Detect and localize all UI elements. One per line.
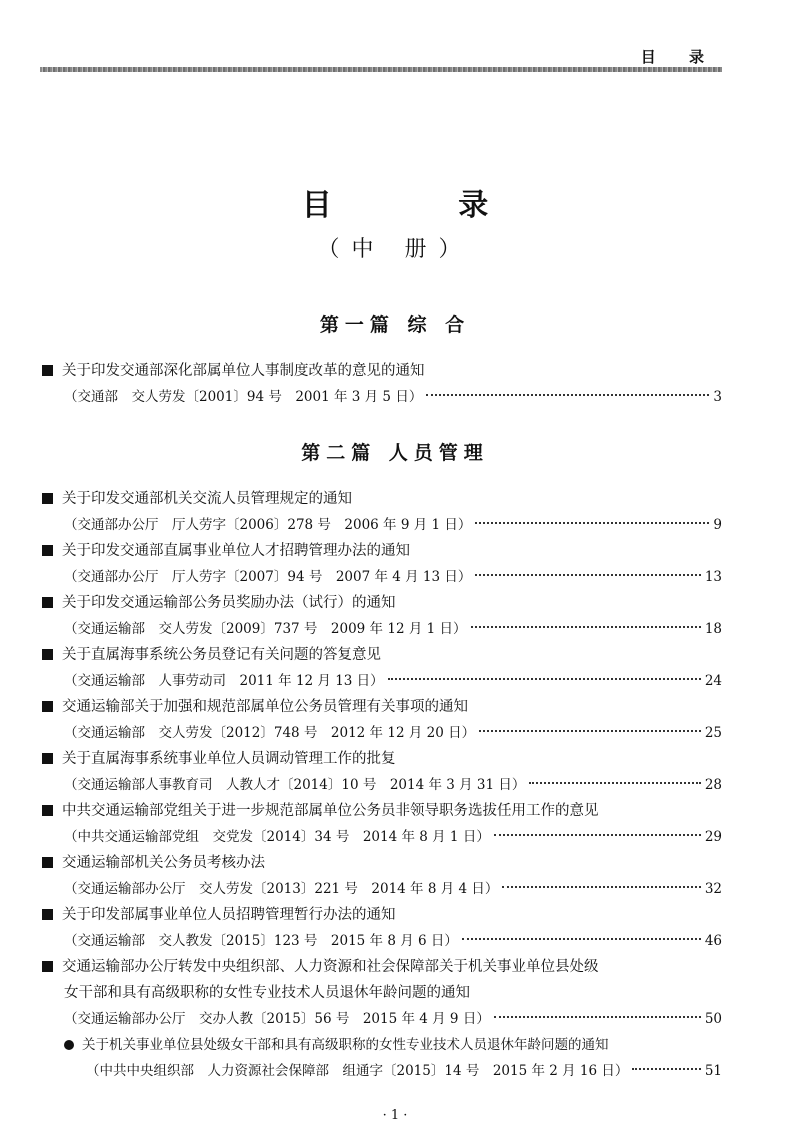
toc-entry[interactable]: [42, 538, 722, 590]
dot-leader: [494, 1016, 701, 1018]
page-number: 24: [704, 673, 722, 689]
entry-source: （交通运输部 交人劳发〔2012〕748 号 2012 年 12 月 20 日）: [64, 725, 476, 741]
page-title: 目 录: [301, 188, 547, 223]
toc-entry[interactable]: [42, 746, 722, 798]
entry-title-continued: 女干部和具有高级职称的女性专业技术人员退休年龄问题的通知: [64, 985, 470, 1001]
entry-source: （交通部办公厅 厅人劳字〔2007〕94 号 2007 年 4 月 13 日）: [64, 569, 472, 585]
dot-leader: [388, 678, 701, 680]
header-rule: [40, 67, 722, 72]
page-number: 32: [704, 881, 722, 897]
square-bullet-icon: [42, 753, 53, 764]
square-bullet-icon: [42, 805, 53, 816]
page-number: 18: [704, 621, 722, 637]
entry-title: 关于直属海事系统事业单位人员调动管理工作的批复: [62, 751, 396, 767]
dot-leader: [494, 834, 701, 836]
entry-title: 关于印发部属事业单位人员招聘管理暂行办法的通知: [62, 907, 396, 923]
toc-entry[interactable]: [42, 590, 722, 642]
entry-title: 中共交通运输部党组关于进一步规范部属单位公务员非领导职务选拔任用工作的意见: [62, 803, 599, 819]
page-number: 28: [704, 777, 722, 793]
page-number: 46: [704, 933, 722, 949]
toc-entry[interactable]: [42, 798, 722, 850]
volume-label: （中 册）: [317, 237, 473, 262]
entry-title: 关于印发交通部机关交流人员管理规定的通知: [62, 491, 352, 507]
entry-title: 关于印发交通部深化部属单位人事制度改革的意见的通知: [62, 363, 425, 379]
toc-entry[interactable]: [42, 486, 722, 538]
dot-leader: [479, 730, 701, 732]
toc-entry[interactable]: [42, 694, 722, 746]
entry-title: 交通运输部办公厅转发中央组织部、人力资源和社会保障部关于机关事业单位县处级: [62, 959, 599, 975]
part-heading: 第二篇 人员管理: [301, 442, 489, 464]
square-bullet-icon: [42, 493, 53, 504]
dot-leader: [471, 626, 701, 628]
square-bullet-icon: [42, 701, 53, 712]
page-number: 13: [704, 569, 722, 585]
toc-subentry[interactable]: [42, 1032, 722, 1084]
entry-title: 交通运输部机关公务员考核办法: [62, 855, 265, 871]
page-number: 25: [704, 725, 722, 741]
dot-leader: [502, 886, 700, 888]
toc-entry[interactable]: [42, 954, 722, 1084]
dot-leader: [462, 938, 701, 940]
circle-bullet-icon: [64, 1040, 74, 1050]
page-number: 50: [704, 1011, 722, 1027]
entry-title: 关于直属海事系统公务员登记有关问题的答复意见: [62, 647, 381, 663]
dot-leader: [475, 522, 709, 524]
subentry-source: （中共中央组织部 人力资源社会保障部 组通字〔2015〕14 号 2015 年 2 月 16 日）: [86, 1063, 629, 1079]
square-bullet-icon: [42, 649, 53, 660]
dot-leader: [529, 782, 700, 784]
entry-source: （交通运输部办公厅 交办人教〔2015〕56 号 2015 年 4 月 9 日）: [64, 1011, 490, 1027]
dot-leader: [426, 394, 709, 396]
entry-source: （中共交通运输部党组 交党发〔2014〕34 号 2014 年 8 月 1 日）: [64, 829, 490, 845]
page-number: 3: [713, 389, 722, 405]
dot-leader: [475, 574, 700, 576]
subentry-title: 关于机关事业单位县处级女干部和具有高级职称的女性专业技术人员退休年龄问题的通知: [82, 1037, 609, 1053]
running-head: 目 录: [640, 48, 718, 66]
square-bullet-icon: [42, 365, 53, 376]
page-number: 51: [704, 1063, 722, 1079]
toc-entry[interactable]: [42, 850, 722, 902]
dot-leader: [632, 1068, 700, 1070]
page-number: 29: [704, 829, 722, 845]
square-bullet-icon: [42, 961, 53, 972]
entry-source: （交通运输部 交人教发〔2015〕123 号 2015 年 8 月 6 日）: [64, 933, 458, 949]
square-bullet-icon: [42, 857, 53, 868]
square-bullet-icon: [42, 597, 53, 608]
entry-title: 交通运输部关于加强和规范部属单位公务员管理有关事项的通知: [62, 699, 468, 715]
entry-title: 关于印发交通运输部公务员奖励办法（试行）的通知: [62, 595, 396, 611]
square-bullet-icon: [42, 909, 53, 920]
toc-entry[interactable]: [42, 642, 722, 694]
toc-entry[interactable]: [42, 358, 722, 410]
entry-source: （交通运输部办公厅 交人劳发〔2013〕221 号 2014 年 8 月 4 日）: [64, 881, 499, 897]
toc-entry[interactable]: [42, 902, 722, 954]
entry-source: （交通部 交人劳发〔2001〕94 号 2001 年 3 月 5 日）: [64, 389, 423, 405]
entry-source: （交通运输部 人事劳动司 2011 年 12 月 13 日）: [64, 673, 384, 689]
square-bullet-icon: [42, 545, 53, 556]
entry-source: （交通运输部人事教育司 人教人才〔2014〕10 号 2014 年 3 月 31 日）: [64, 777, 526, 793]
entry-source: （交通部办公厅 厅人劳字〔2006〕278 号 2006 年 9 月 1 日）: [64, 517, 472, 533]
page-number: 9: [713, 517, 722, 533]
entry-title: 关于印发交通部直属事业单位人才招聘管理办法的通知: [62, 543, 410, 559]
part-heading: 第一篇 综 合: [319, 314, 471, 336]
entry-source: （交通运输部 交人劳发〔2009〕737 号 2009 年 12 月 1 日）: [64, 621, 467, 637]
page-folio: · 1 ·: [382, 1108, 408, 1123]
